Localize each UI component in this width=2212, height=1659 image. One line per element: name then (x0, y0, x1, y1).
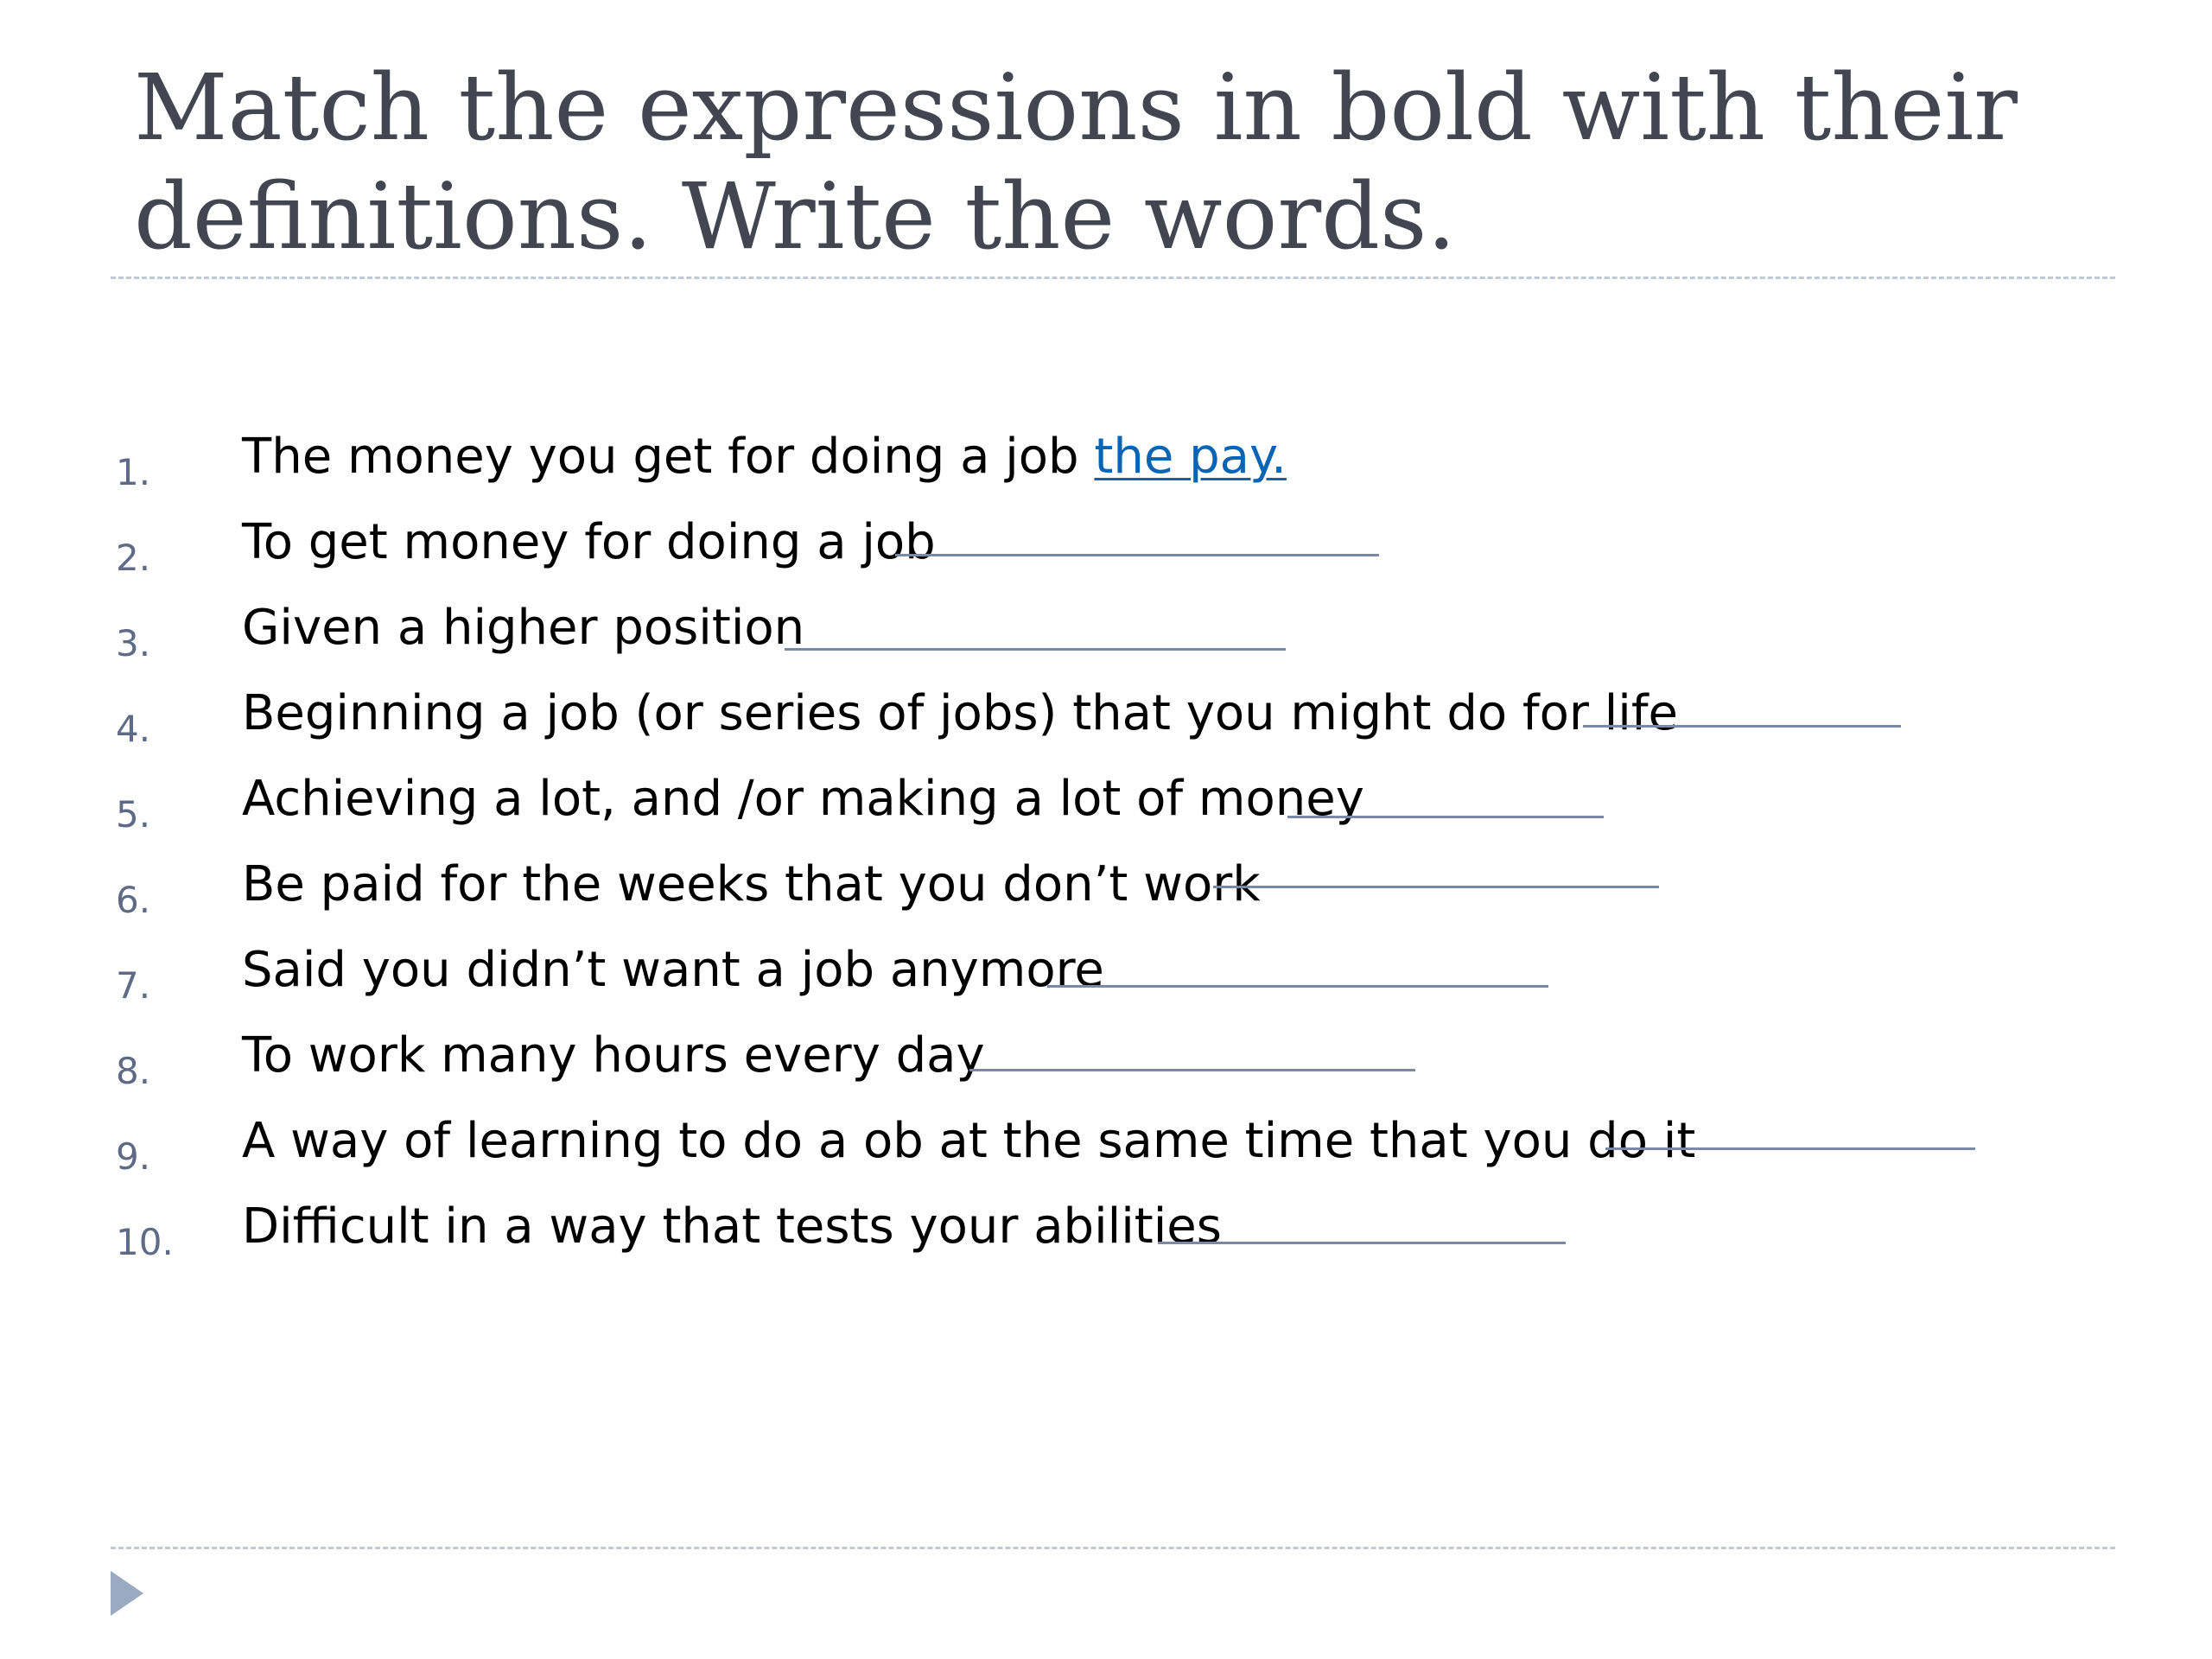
list-item (0, 509, 2212, 594)
item-number: 8. (116, 1050, 151, 1092)
item-number: 4. (116, 708, 151, 750)
item-text: Achieving a lot, and /or making a lot of money (242, 771, 1364, 827)
list-item (0, 851, 2212, 937)
item-text: Given a higher position (242, 600, 805, 656)
item-text: Difficult in a way that tests your abilities (242, 1198, 1222, 1255)
answer-blank[interactable] (1158, 1242, 1566, 1244)
list-item (0, 423, 2212, 509)
item-number: 9. (116, 1135, 151, 1178)
list-item (0, 937, 2212, 1022)
list-item (0, 1022, 2212, 1108)
answer-blank[interactable] (1583, 725, 1901, 728)
bottom-divider (111, 1547, 2115, 1549)
item-definition: The money you get for doing a job (242, 429, 1095, 485)
list-item (0, 1193, 2212, 1279)
item-text: Beginning a job (or series of jobs) that you might do for life (242, 685, 1679, 741)
list-item (0, 594, 2212, 680)
answer-blank[interactable] (969, 1069, 1415, 1071)
item-text: Be paid for the weeks that you don’t work (242, 856, 1261, 912)
item-text: A way of learning to do a ob at the same time that you do it (242, 1113, 1696, 1169)
answer-blank[interactable] (1605, 1147, 1975, 1150)
item-text: To work many hours every day (242, 1027, 985, 1084)
answer-blank[interactable] (1047, 985, 1548, 988)
answer-blank[interactable] (1213, 886, 1659, 888)
item-number: 2. (116, 537, 151, 579)
item-number: 1. (116, 451, 151, 493)
slide-title: Match the expressions in bold with their definitions. Write the words. (134, 54, 2018, 270)
answer-blank[interactable] (895, 554, 1379, 556)
answer-blank[interactable] (1287, 816, 1604, 818)
item-text (242, 423, 1287, 491)
item-text: To get money for doing a job (242, 514, 936, 570)
list-item (0, 1108, 2212, 1193)
item-number: 3. (116, 622, 151, 664)
item-text: Said you didn’t want a job anymore (242, 942, 1104, 998)
item-number: 5. (116, 793, 151, 836)
list-item (0, 680, 2212, 766)
play-arrow-icon (111, 1571, 143, 1616)
answer-blank[interactable] (785, 648, 1286, 651)
item-number: 10. (116, 1221, 174, 1263)
answer-link[interactable]: the pay. (1094, 429, 1287, 485)
item-number: 7. (116, 964, 151, 1007)
top-divider (111, 276, 2115, 279)
list-item (0, 766, 2212, 851)
item-number: 6. (116, 879, 151, 921)
